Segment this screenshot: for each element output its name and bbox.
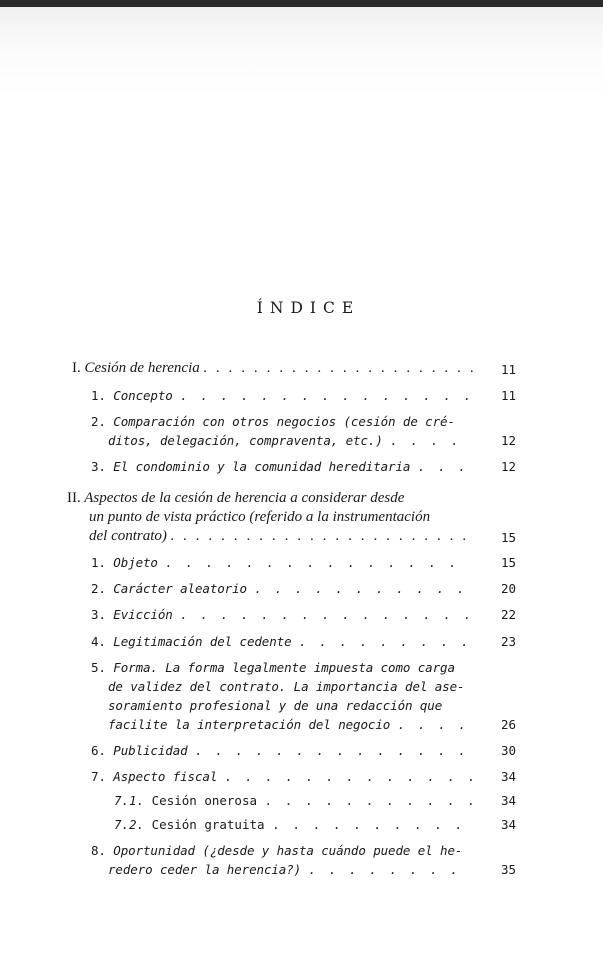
- entry-page: 12: [500, 459, 516, 474]
- entry-title: Oportunidad (¿desde y hasta cuándo puede el he-: [113, 843, 463, 858]
- dot-leader: . . . . . . . . . . . . .: [224, 769, 478, 784]
- entry-title: facilite la interpretación del negocio: [108, 717, 391, 732]
- entry-number: 7.2.: [114, 817, 145, 832]
- toc-entry: [91, 741, 468, 760]
- toc-entry-continuation: [108, 677, 464, 696]
- entry-title: soramiento profesional y de una redacción que: [108, 698, 443, 713]
- entry-number: 5.: [91, 660, 106, 675]
- dot-leader: . . . . . . . . . . .: [254, 581, 468, 596]
- entry-number: 6.: [91, 743, 106, 758]
- toc-entry-section-2: [67, 489, 404, 508]
- entry-title: El condominio y la comunidad hereditaria: [113, 459, 411, 474]
- toc-entry: [91, 658, 455, 677]
- entry-title: Carácter aleatorio: [113, 581, 247, 596]
- entry-page: 34: [500, 793, 516, 808]
- scan-top-edge: [0, 0, 603, 7]
- toc-entry: [91, 579, 467, 598]
- entry-title: Cesión de herencia: [84, 360, 200, 376]
- entry-title: Comparación con otros negocios (cesión de cré-: [113, 414, 455, 429]
- toc-entry: [91, 412, 455, 431]
- index-title: ÍNDICE: [256, 299, 361, 317]
- entry-number: 1.: [91, 388, 106, 403]
- entry-number: 1.: [91, 555, 106, 570]
- dot-leader: . . .: [417, 459, 469, 474]
- entry-title: de validez del contrato. La importancia del ase-: [108, 679, 465, 694]
- entry-title: Publicidad: [113, 743, 188, 758]
- dot-leader: . . . . . . . .: [308, 862, 461, 877]
- entry-number: 3.: [91, 459, 106, 474]
- dot-leader: . . . . . . . . .: [298, 634, 472, 649]
- toc-entry-continuation: [108, 696, 442, 715]
- entry-title: Concepto: [113, 388, 173, 403]
- toc-entry-continuation: [89, 527, 469, 546]
- toc-entry: [91, 457, 468, 476]
- toc-entry: [91, 386, 474, 405]
- entry-page: 22: [500, 607, 516, 622]
- toc-entry-continuation: [108, 431, 461, 450]
- entry-number: 7.: [91, 769, 106, 784]
- toc-entry: [91, 632, 471, 651]
- entry-page: 34: [500, 817, 516, 832]
- dot-leader: . . . . . . . . . . . . . . .: [180, 607, 474, 622]
- entry-title: ditos, delegación, compraventa, etc.): [108, 433, 383, 448]
- entry-title: Aspecto fiscal: [113, 769, 218, 784]
- entry-page: 15: [500, 530, 516, 545]
- dot-leader: . . . . . . . . . . .: [264, 793, 478, 808]
- dot-leader: . . . . . . . . . . . . . .: [195, 743, 469, 758]
- entry-title: Forma. La forma legalmente impuesta como carga: [113, 660, 455, 675]
- entry-title: Objeto: [113, 555, 158, 570]
- entry-page: 26: [500, 717, 516, 732]
- entry-page: 30: [500, 743, 516, 758]
- entry-number: 7.1.: [114, 793, 145, 808]
- dot-leader: . . . . . . . . . . . . . . .: [180, 388, 474, 403]
- entry-page: 12: [500, 433, 516, 448]
- entry-page: 35: [500, 862, 516, 877]
- entry-page: 34: [500, 769, 516, 784]
- dot-leader: . . . . . . . . . . . . . . . . . . . . . .: [203, 360, 477, 376]
- entry-title: Evicción: [113, 607, 173, 622]
- dot-leader: . . . . . . . . . . . . . . .: [165, 555, 459, 570]
- entry-page: 20: [500, 581, 516, 596]
- toc-entry: [91, 841, 462, 860]
- toc-entry-continuation: [108, 715, 469, 734]
- toc-entry-section-1: [72, 359, 477, 378]
- entry-number: 3.: [91, 607, 106, 622]
- entry-page: 15: [500, 555, 516, 570]
- entry-page: 23: [500, 634, 516, 649]
- entry-title: un punto de vista práctico (referido a la instrumentación: [89, 509, 431, 525]
- toc-entry-continuation: [108, 860, 460, 879]
- entry-title: Cesión gratuita: [151, 817, 265, 832]
- entry-title: Legitimación del cedente: [113, 634, 292, 649]
- dot-leader: . . . . . . . . . . . . . . . . . . . . . . . .: [170, 528, 470, 544]
- toc-entry: [114, 815, 464, 834]
- entry-number: I.: [72, 360, 81, 376]
- entry-title: Cesión onerosa: [151, 793, 257, 808]
- entry-page: 11: [500, 388, 516, 403]
- toc-entry-continuation: [89, 508, 430, 527]
- entry-number: 2.: [91, 414, 106, 429]
- entry-number: 8.: [91, 843, 106, 858]
- entry-title: Aspectos de la cesión de herencia a considerar desde: [84, 490, 405, 506]
- dot-leader: . . . . . . . . . .: [272, 817, 465, 832]
- entry-title: del contrato): [89, 528, 167, 544]
- entry-number: 2.: [91, 581, 106, 596]
- entry-title: redero ceder la herencia?): [108, 862, 302, 877]
- toc-entry: [91, 767, 478, 786]
- entry-number: 4.: [91, 634, 106, 649]
- dot-leader: . . . .: [397, 717, 469, 732]
- toc-entry: [91, 605, 474, 624]
- toc-entry: [91, 553, 459, 572]
- entry-page: 11: [500, 362, 516, 377]
- toc-entry: [114, 791, 477, 810]
- dot-leader: . . . .: [390, 433, 462, 448]
- entry-number: II.: [67, 490, 81, 506]
